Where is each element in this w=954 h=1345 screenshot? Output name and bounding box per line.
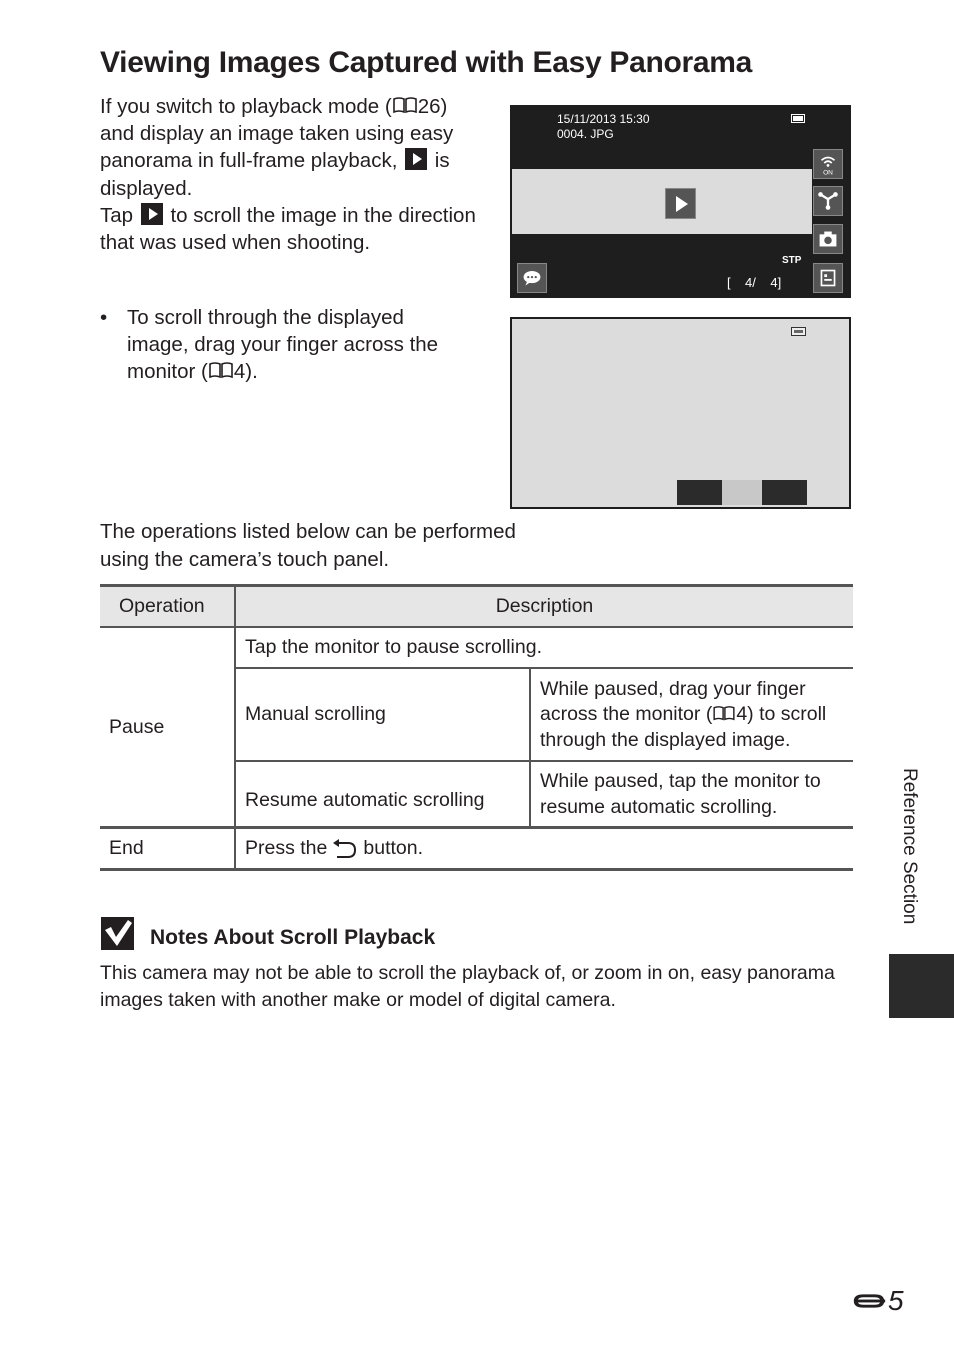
bullet-symbol: • <box>100 306 108 329</box>
playback-icon <box>405 148 427 170</box>
page-number <box>850 1285 904 1317</box>
book-reference-icon <box>208 360 234 379</box>
intro-p2-b: to scroll the image in the direction that was used when shooting. <box>100 203 476 255</box>
side-section-label <box>896 768 922 938</box>
pause-description: Tap the monitor to pause scrolling. <box>245 636 542 659</box>
resume-scrolling-desc: While paused, tap the monitor to resume automatic scrolling. <box>540 770 821 818</box>
intro-text <box>100 93 480 256</box>
header-operation: Operation <box>119 595 205 618</box>
manual-scrolling-desc <box>531 669 853 761</box>
bullet-text-a: To scroll through the displayed image, drag your finger across the monitor ( <box>127 306 439 384</box>
file-name: 0004. JPG <box>557 127 614 141</box>
image-counter: [ 4/ 4] <box>727 275 782 290</box>
scroll-position-indicator <box>722 480 762 505</box>
op-pause: Pause <box>109 715 165 738</box>
page-number-value: 5 <box>888 1285 904 1316</box>
section-label-text: Reference Section <box>899 768 920 925</box>
wifi-icon[interactable] <box>813 149 843 179</box>
scroll-position-bar <box>677 480 807 505</box>
comment-icon[interactable] <box>517 263 547 293</box>
manual-scrolling-label: Manual scrolling <box>245 703 386 726</box>
page-title: Viewing Images Captured with Easy Panorama <box>100 46 753 79</box>
resume-scrolling-label: Resume automatic scrolling <box>245 788 485 811</box>
intro-p2-a: Tap <box>100 203 134 227</box>
operations-table <box>100 584 853 871</box>
note-text: This camera may not be able to scroll the playback of, or zoom in on, easy panorama images taken with another make or model of digital camera. <box>100 962 835 1011</box>
reference-page-icon <box>850 1290 888 1312</box>
menu-icon[interactable] <box>813 263 843 293</box>
manual-desc-ref: 4) to scroll through the displayed image. <box>540 703 827 751</box>
note-title: Notes About Scroll Playback <box>150 926 436 949</box>
camera-screen-scrolling[interactable] <box>510 317 851 509</box>
operations-intro: The operations listed below can be performed using the camera’s touch panel. <box>100 520 516 571</box>
camera-icon[interactable] <box>813 224 843 254</box>
caution-check-icon <box>101 917 134 950</box>
share-icon[interactable] <box>813 186 843 216</box>
section-tab-block <box>889 954 954 1018</box>
return-icon <box>331 838 359 860</box>
camera-screen-playback <box>510 105 851 298</box>
battery-icon <box>791 327 806 336</box>
bullet-text-ref: 4). <box>233 360 258 384</box>
end-description <box>236 829 853 869</box>
intro-p1-b: and display an image taken using easy panorama in full-frame playback, <box>100 122 454 173</box>
end-desc-b: button. <box>363 837 424 860</box>
intro-p1-c: is displayed. <box>100 149 450 200</box>
protect-icon: STP <box>782 255 802 266</box>
date-time: 15/11/2013 15:30 <box>557 112 650 126</box>
scroll-playback-button[interactable] <box>665 188 696 219</box>
playback-icon <box>141 203 163 225</box>
book-reference-icon <box>712 704 736 721</box>
op-end: End <box>109 837 144 860</box>
panorama-image <box>512 169 812 234</box>
book-reference-icon <box>392 95 418 114</box>
intro-p1-ref: 26) <box>417 95 448 118</box>
battery-icon <box>791 114 805 123</box>
end-desc-a: Press the <box>245 837 328 860</box>
svg-text:ON: ON <box>823 169 833 177</box>
intro-p1-a: If you switch to playback mode ( <box>100 95 392 118</box>
date-file-info <box>557 112 650 142</box>
bullet-item <box>100 304 470 386</box>
manual-desc-a: While paused, drag your finger across the monitor ( <box>540 677 806 726</box>
header-description: Description <box>495 595 594 618</box>
